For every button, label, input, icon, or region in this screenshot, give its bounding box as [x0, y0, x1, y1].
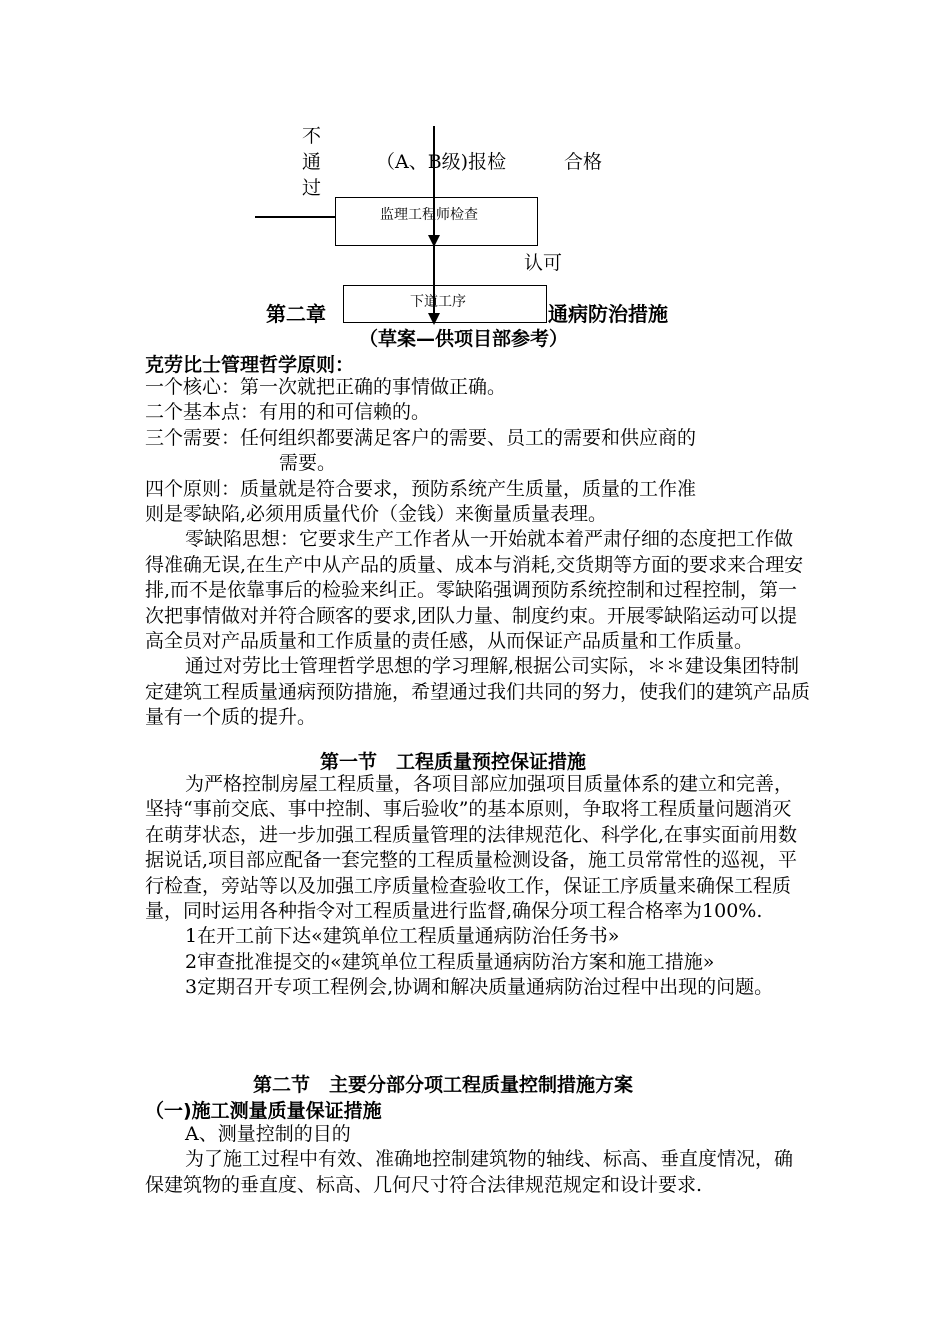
- next-process-label: 下道工序: [410, 294, 466, 310]
- supervisor-check-label: 监理工程师检查: [380, 207, 478, 223]
- fail-label-2: 通: [302, 151, 322, 173]
- measure-purpose-paragraph: 为了施工过程中有效、准确地控制建筑物的轴线、标高、垂直度情况，确保建筑物的垂直度、标高、几何尺寸符合法律规范规定和设计要求.: [145, 1148, 794, 1196]
- flow-fail-line: [255, 216, 335, 218]
- submit-label: （A、B级)报检: [376, 151, 507, 173]
- section2-title: 第二节 主要分部分项工程质量控制措施方案: [253, 1074, 634, 1096]
- needs-line-1: 三个需要：任何组织都要满足客户的需要、员工的需要和供应商的: [145, 426, 697, 449]
- section1-item2: 2审查批准提交的«建筑单位工程质量通病防治方案和施工措施»: [185, 950, 715, 973]
- philosophy-body: [145, 375, 810, 731]
- company-paragraph: 通过对劳比士管理哲学思想的学习理解,根据公司实际，＊＊建设集团特制定建筑工程质量通病预防措施，希望通过我们共同的努力，使我们的建筑产品质量有一个质的提升。: [145, 655, 811, 729]
- section2-body: [145, 1122, 810, 1198]
- fail-label-3: 过: [302, 177, 322, 199]
- principles-line-2: 则是零缺陷,必须用质量代价（金钱）来衡量质量表理。: [145, 503, 608, 526]
- pass-label: 合格: [564, 151, 603, 173]
- philosophy-heading: 克劳比士管理哲学原则：: [145, 354, 355, 376]
- fail-label-1: 不: [302, 125, 322, 147]
- section1-body: [145, 772, 810, 1001]
- section1-paragraph: 为严格控制房屋工程质量，各项目部应加强项目质量体系的建立和完善，坚持“事前交底、事中控制、事后验收”的基本原则，争取将工程质量问题消灭在萌芽状态，进一步加强工程质量管理的法律规范化、科学化,在事实面前用数据说话,项目部应配备一套完整的工程质量检测设备，施工员常常性的巡视，平行检查，旁站等以及加强工序质量检查验收工作，保证工序质量来确保工程质量，同时运用各种指令对工程质量进行监督,确保分项工程合格率为100%.: [145, 773, 798, 923]
- measure-purpose-title: A、测量控制的目的: [185, 1123, 351, 1145]
- section1-item3: 3定期召开专项工程例会,协调和解决质量通病防治过程中出现的问题。: [185, 976, 774, 999]
- needs-line-2: 需要。: [279, 452, 337, 475]
- core-line: 一个核心：第一次就把正确的事情做正确。: [145, 376, 507, 398]
- section1-item1: 1在开工前下达«建筑单位工程质量通病防治任务书»: [185, 925, 620, 948]
- approve-label: 认可: [524, 252, 563, 274]
- basics-line: 二个基本点：有用的和可信赖的。: [145, 401, 431, 424]
- chapter-title-right: 通病防治措施: [548, 302, 668, 326]
- section1-title: 第一节 工程质量预控保证措施: [320, 751, 587, 773]
- principles-line-1: 四个原则：质量就是符合要求，预防系统产生质量，质量的工作准: [145, 477, 697, 500]
- chapter-subtitle: （草案—供项目部参考）: [359, 328, 569, 350]
- zero-defect-paragraph: 零缺陷思想：它要求生产工作者从一开始就本着严肃仔细的态度把工作做得准确无误,在生产中从产品的质量、成本与消耗,交货期等方面的要求来合理安排,而不是依靠事后的检验来纠正。零缺陷强调预防系统控制和过程控制，第一次把事情做对并符合顾客的要求,团队力量、制度约束。开展零缺陷运动可以提高全员对产品质量和工作质量的责任感，从而保证产品质量和工作质量。: [145, 528, 804, 653]
- chapter-title-left: 第二章: [266, 302, 326, 326]
- section2-sub1: （一)施工测量质量保证措施: [145, 1100, 382, 1122]
